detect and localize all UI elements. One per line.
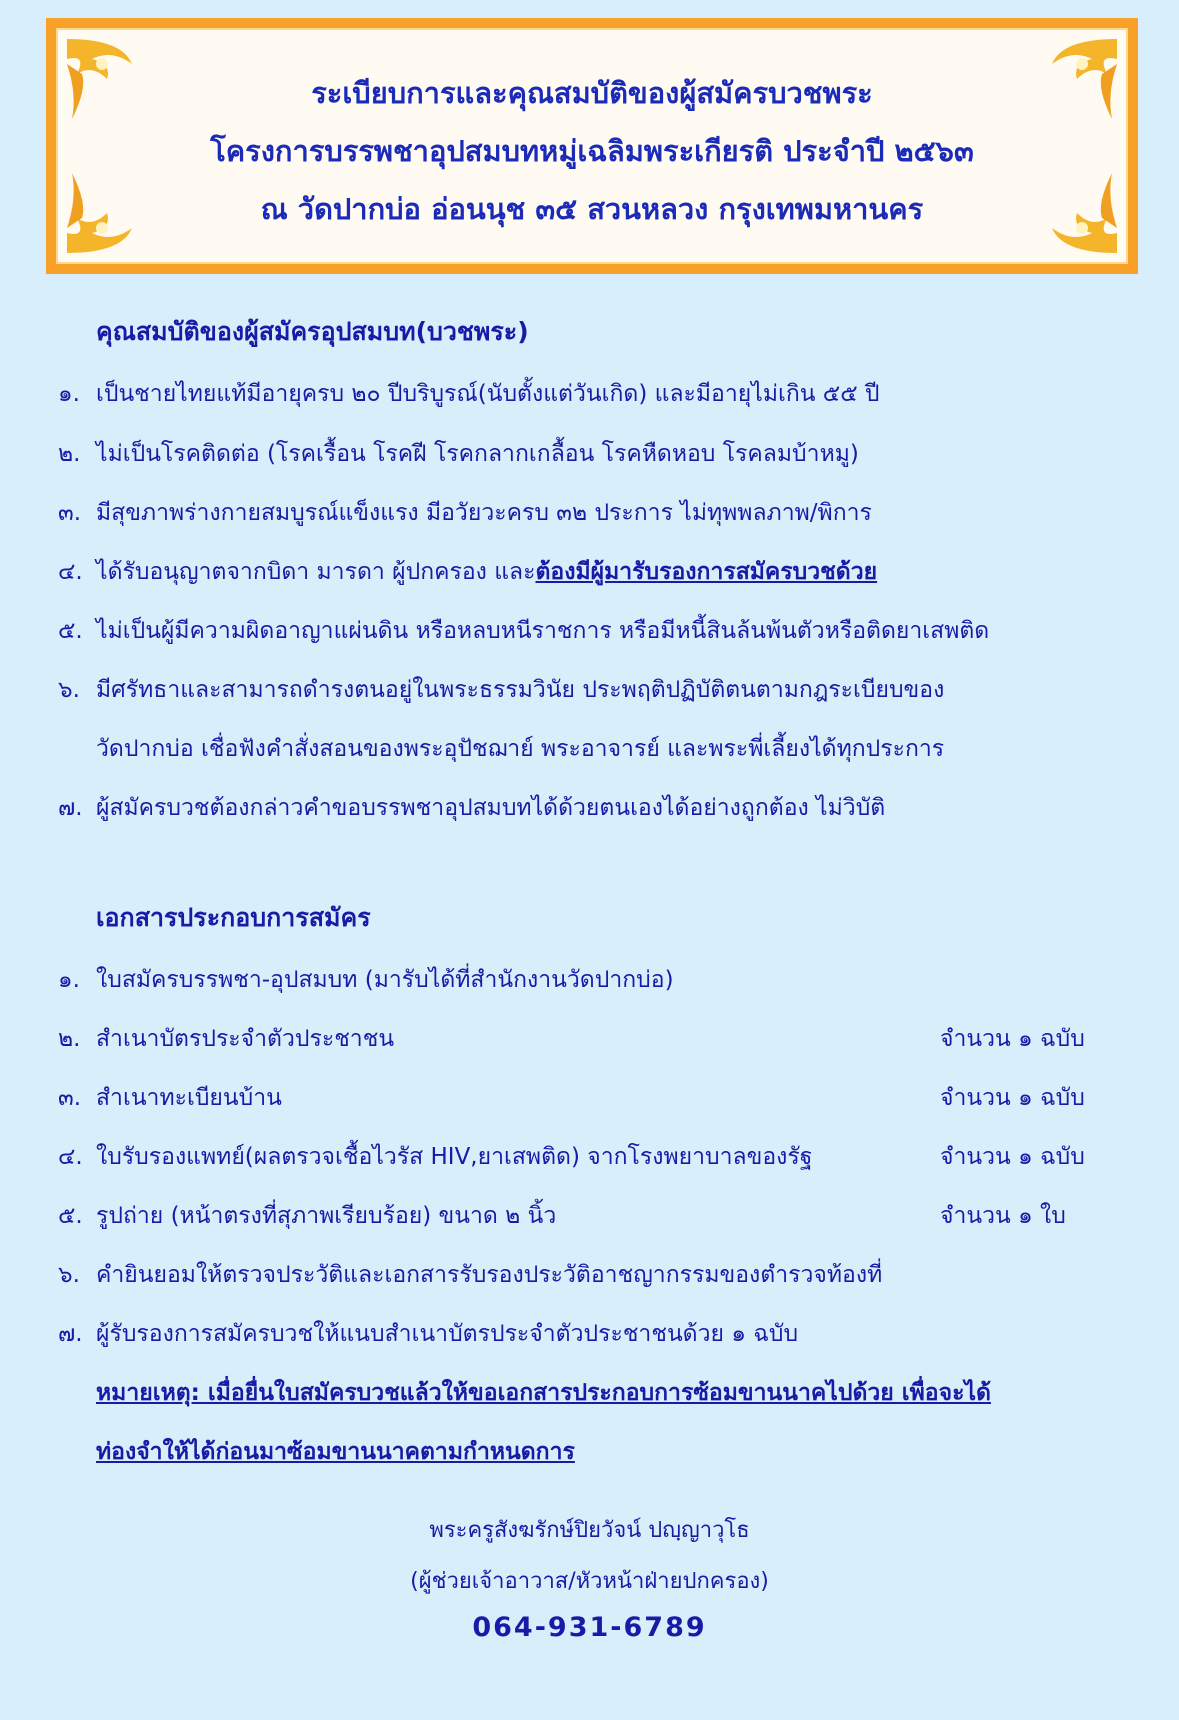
item-number: ๖. <box>58 1262 80 1288</box>
item-text: ผู้รับรองการสมัครบวชให้แนบสำเนาบัตรประจำตัวประชาชนด้วย ๑ ฉบับ <box>96 1321 799 1347</box>
list-item <box>58 1139 1123 1175</box>
item-text: ใบสมัครบรรพชา-อุปสมบท (มารับได้ที่สำนักงานวัดปากบ่อ) <box>96 967 674 993</box>
item-number: ๓. <box>58 500 82 526</box>
header-title: ระเบียบการและคุณสมบัติของผู้สมัครบวชพระ <box>311 76 873 110</box>
remark-line: ท่องจำให้ได้ก่อนมาซ้อมขานนาคตามกำหนดการ <box>96 1439 575 1465</box>
item-text: ใบรับรองแพทย์(ผลตรวจเชื้อไวรัส HIV,ยาเสพติด) จากโรงพยาบาลของรัฐ <box>96 1144 813 1170</box>
item-quantity: จำนวน ๑ ฉบับ <box>940 1026 1085 1052</box>
list-item <box>58 962 1123 998</box>
list-item <box>58 1021 1123 1057</box>
item-number: ๕. <box>58 618 83 644</box>
item-text: ไม่เป็นโรคติดต่อ (โรคเรื้อน โรคฝี โรคกลากเกลื้อน โรคหืดหอบ โรคลมบ้าหมู) <box>96 441 859 467</box>
remark-line: หมายเหตุ: เมื่อยื่นใบสมัครบวชแล้วให้ขอเอกสารประกอบการซ้อมขานนาคไปด้วย เพื่อจะได้ <box>96 1380 991 1406</box>
item-number: ๔. <box>58 559 83 585</box>
item-quantity: จำนวน ๑ ฉบับ <box>940 1085 1085 1111</box>
item-emphasis: ต้องมีผู้มารับรองการสมัครบวชด้วย <box>535 559 878 585</box>
header-frame <box>46 18 1138 274</box>
header-project: โครงการบรรพชาอุปสมบทหมู่เฉลิมพระเกียรติ ประจำปี ๒๕๖๓ <box>210 134 974 168</box>
item-quantity: จำนวน ๑ ฉบับ <box>940 1144 1085 1170</box>
item-text: มีศรัทธาและสามารถดำรงตนอยู่ในพระธรรมวินัย ประพฤติปฏิบัติตนตามกฎระเบียบของ <box>96 677 945 703</box>
item-text: รูปถ่าย (หน้าตรงที่สุภาพเรียบร้อย) ขนาด ๒ นิ้ว <box>96 1203 557 1229</box>
list-item <box>58 376 1123 412</box>
item-number: ๒. <box>58 441 81 467</box>
item-text: คำยินยอมให้ตรวจประวัติและเอกสารรับรองประวัติอาชญากรรมของตำรวจท้องที่ <box>96 1262 883 1288</box>
list-item <box>58 1198 1123 1234</box>
item-quantity: จำนวน ๑ ใบ <box>940 1203 1066 1229</box>
item-number: ๒. <box>58 1026 81 1052</box>
qualifications-title: คุณสมบัติของผู้สมัครอุปสมบท(บวชพระ) <box>96 317 529 346</box>
item-number: ๔. <box>58 1144 83 1170</box>
item-text: สำเนาทะเบียนบ้าน <box>96 1085 282 1111</box>
list-item <box>58 1080 1123 1116</box>
documents-title: เอกสารประกอบการสมัคร <box>96 903 371 932</box>
contact-phone: 064-931-6789 <box>472 1612 707 1643</box>
list-item <box>58 1257 1123 1293</box>
item-number: ๓. <box>58 1085 82 1111</box>
list-item-continuation: วัดปากบ่อ เชื่อฟังคำสั่งสอนของพระอุปัชฌาย์ พระอาจารย์ และพระพี่เลี้ยงได้ทุกประการ <box>96 736 945 762</box>
item-number: ๗. <box>58 1321 83 1347</box>
header-panel <box>56 28 1128 264</box>
item-number: ๕. <box>58 1203 83 1229</box>
list-item <box>58 1316 1123 1352</box>
signer-name: พระครูสังฆรักษ์ปิยวัจน์ ปญฺญาวุโธ <box>429 1518 750 1543</box>
item-text: สำเนาบัตรประจำตัวประชาชน <box>96 1026 395 1052</box>
item-number: ๗. <box>58 795 83 821</box>
signer-role: (ผู้ช่วยเจ้าอาวาส/หัวหน้าฝ่ายปกครอง) <box>410 1569 769 1594</box>
item-number: ๑. <box>58 967 80 993</box>
item-number: ๖. <box>58 677 80 703</box>
list-item <box>58 495 1123 531</box>
list-item <box>58 672 1123 708</box>
item-number: ๑. <box>58 381 80 407</box>
list-item <box>58 613 1123 649</box>
item-text: ผู้สมัครบวชต้องกล่าวคำขอบรรพชาอุปสมบทได้ด้วยตนเองได้อย่างถูกต้อง ไม่วิบัติ <box>96 795 886 821</box>
item-text: เป็นชายไทยแท้มีอายุครบ ๒๐ ปีบริบูรณ์(นับตั้งแต่วันเกิด) และมีอายุไม่เกิน ๕๕ ปี <box>96 381 880 407</box>
header-location: ณ วัดปากบ่อ อ่อนนุช ๓๕ สวนหลวง กรุงเทพมหานคร <box>260 192 924 226</box>
list-item <box>58 554 1123 590</box>
list-item <box>58 790 1123 826</box>
item-text: ไม่เป็นผู้มีความผิดอาญาแผ่นดิน หรือหลบหนีราชการ หรือมีหนี้สินล้นพ้นตัวหรือติดยาเสพติด <box>96 618 990 644</box>
item-text: ได้รับอนุญาตจากบิดา มารดา ผู้ปกครอง และ <box>96 559 536 585</box>
item-text: มีสุขภาพร่างกายสมบูรณ์แข็งแรง มีอวัยวะครบ ๓๒ ประการ ไม่ทุพพลภาพ/พิการ <box>96 500 872 526</box>
list-item <box>58 436 1123 472</box>
